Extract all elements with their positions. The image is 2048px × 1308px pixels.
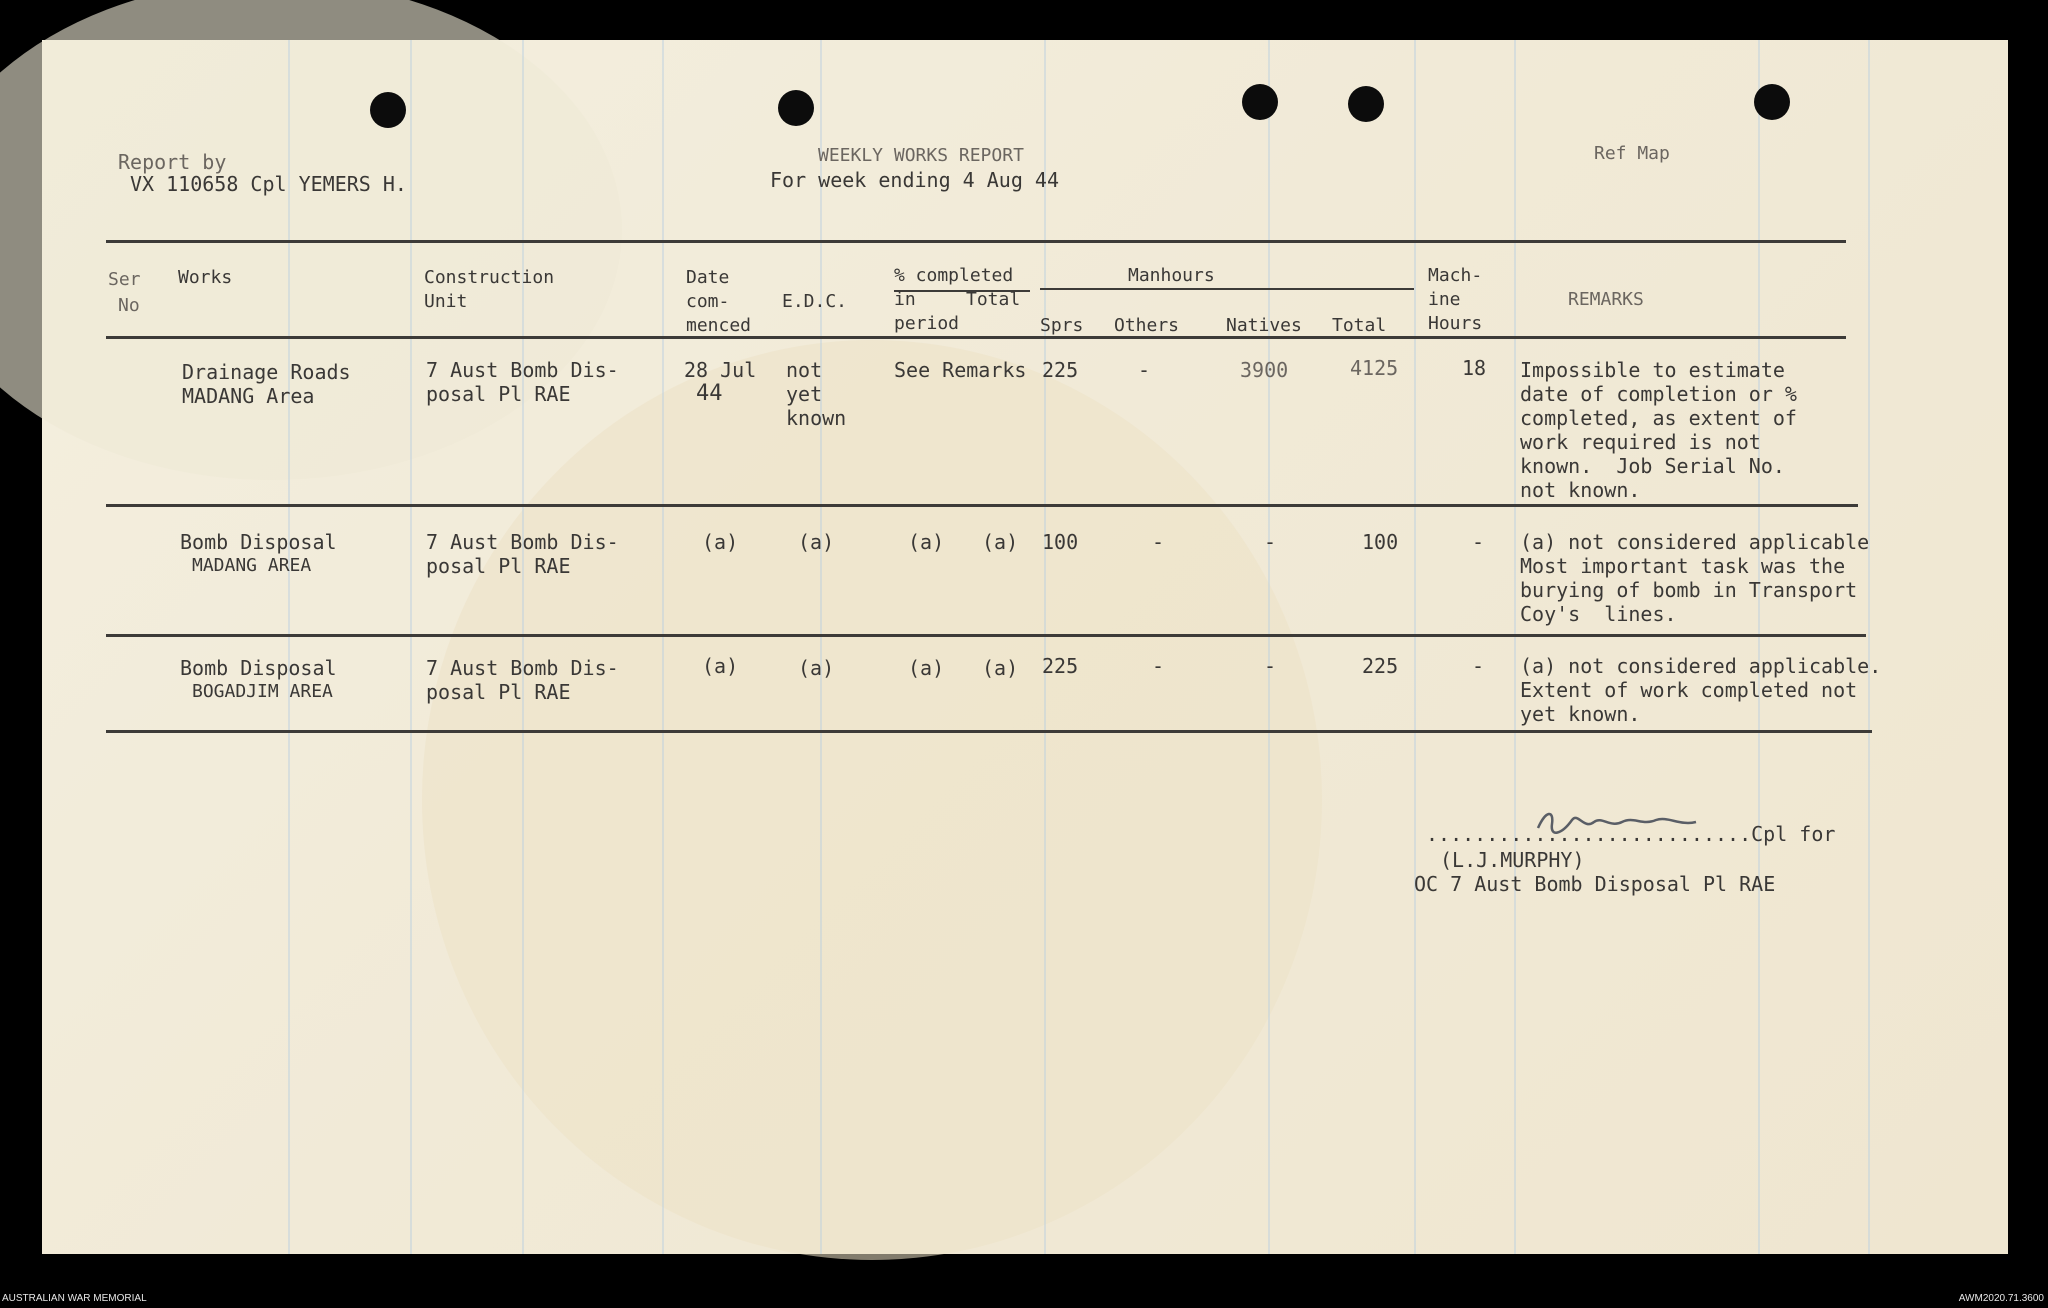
document-title: WEEKLY WORKS REPORT: [818, 145, 1024, 166]
col-edc: E.D.C.: [782, 291, 848, 312]
table-rule: [106, 240, 1846, 243]
col-date-3: menced: [686, 315, 752, 336]
row-remarks: not known.: [1520, 478, 1641, 502]
row-remarks: Coy's lines.: [1520, 602, 1677, 626]
row-pct-in: (a): [908, 656, 945, 680]
row-remarks: Extent of work completed not: [1520, 678, 1858, 702]
row-edc: (a): [798, 530, 835, 554]
row-date: 44: [696, 381, 723, 406]
report-by-label: Report by: [118, 150, 227, 174]
row-pct: See Remarks: [894, 358, 1027, 382]
col-works: Works: [178, 267, 233, 288]
punch-hole: [778, 90, 814, 126]
row-sprs: 225: [1042, 358, 1079, 382]
row-pct-total: (a): [982, 656, 1019, 680]
signature-line: ...........................Cpl for: [1426, 822, 1836, 846]
row-total: 225: [1362, 654, 1399, 678]
row-works: Bomb Disposal: [180, 656, 337, 680]
row-remarks: date of completion or %: [1520, 382, 1797, 406]
row-remarks: yet known.: [1520, 702, 1641, 726]
col-natives: Natives: [1226, 315, 1302, 336]
row-date: (a): [702, 530, 739, 554]
punch-hole: [1754, 84, 1790, 120]
row-remarks: burying of bomb in Transport: [1520, 578, 1858, 602]
row-total: 4125: [1350, 356, 1399, 380]
row-works: Drainage Roads: [182, 360, 351, 384]
punch-hole: [1348, 86, 1384, 122]
col-pct: % completed: [894, 265, 1014, 286]
row-edc: (a): [798, 656, 835, 680]
table-rule: [106, 336, 1846, 339]
row-natives: -: [1264, 654, 1277, 678]
signatory-title: OC 7 Aust Bomb Disposal Pl RAE: [1414, 872, 1776, 896]
col-sprs: Sprs: [1040, 315, 1084, 336]
table-rule: [106, 504, 1858, 507]
row-others: -: [1138, 358, 1151, 382]
row-total: 100: [1362, 530, 1399, 554]
col-total: Total: [1332, 315, 1387, 336]
report-by-name: VX 110658 Cpl YEMERS H.: [130, 172, 407, 196]
handwritten-signature: [1532, 804, 1702, 844]
row-date: (a): [702, 654, 739, 678]
row-others: -: [1152, 654, 1165, 678]
row-edc: not: [786, 358, 823, 382]
ref-map: Ref Map: [1594, 143, 1670, 164]
col-remarks: REMARKS: [1568, 289, 1644, 310]
col-pct-period: period: [894, 313, 960, 334]
table-rule: [106, 730, 1872, 733]
row-works: MADANG Area: [182, 384, 315, 408]
col-mach-1: Mach-: [1428, 265, 1483, 286]
row-unit: posal Pl RAE: [426, 554, 571, 578]
paper-stain: [422, 340, 1322, 1260]
document-subtitle: For week ending 4 Aug 44: [770, 168, 1059, 192]
row-machine: -: [1472, 654, 1485, 678]
col-mach-3: Hours: [1428, 313, 1483, 334]
row-unit: 7 Aust Bomb Dis-: [426, 656, 619, 680]
row-natives: 3900: [1240, 358, 1289, 382]
punch-hole: [370, 92, 406, 128]
signatory-name: (L.J.MURPHY): [1440, 848, 1585, 872]
row-pct-total: (a): [982, 530, 1019, 554]
row-unit: 7 Aust Bomb Dis-: [426, 358, 619, 382]
col-pct-in: in: [894, 289, 916, 310]
row-remarks: Most important task was the: [1520, 554, 1846, 578]
col-manhours: Manhours: [1128, 265, 1215, 286]
row-unit: 7 Aust Bomb Dis-: [426, 530, 619, 554]
row-remarks: completed, as extent of: [1520, 406, 1797, 430]
col-unit-1: Construction: [424, 267, 555, 288]
row-sprs: 100: [1042, 530, 1079, 554]
row-edc: known: [786, 406, 847, 430]
table-rule: [1040, 288, 1414, 290]
col-pct-total: Total: [966, 289, 1021, 310]
row-works: MADANG AREA: [192, 555, 312, 576]
row-works: Bomb Disposal: [180, 530, 337, 554]
row-pct-in: (a): [908, 530, 945, 554]
row-remarks: (a) not considered applicable: [1520, 530, 1870, 554]
row-unit: posal Pl RAE: [426, 382, 571, 406]
col-date-2: com-: [686, 291, 730, 312]
row-edc: yet: [786, 382, 823, 406]
row-machine: 18: [1462, 356, 1487, 380]
row-remarks: Impossible to estimate: [1520, 358, 1785, 382]
col-mach-2: ine: [1428, 289, 1461, 310]
punch-hole: [1242, 84, 1278, 120]
col-unit-2: Unit: [424, 291, 468, 312]
row-remarks: (a) not considered applicable.: [1520, 654, 1882, 678]
row-works: BOGADJIM AREA: [192, 681, 333, 702]
archive-reference: AWM2020.71.3600: [1958, 1293, 2044, 1304]
archive-credit: AUSTRALIAN WAR MEMORIAL: [2, 1293, 147, 1304]
col-date-1: Date: [686, 267, 730, 288]
col-ser: Ser: [108, 269, 141, 290]
document-page: [42, 40, 2008, 1254]
row-remarks: known. Job Serial No.: [1520, 454, 1785, 478]
col-no: No: [118, 295, 140, 316]
row-date: 28 Jul: [684, 358, 757, 382]
col-others: Others: [1114, 315, 1180, 336]
row-unit: posal Pl RAE: [426, 680, 571, 704]
row-others: -: [1152, 530, 1165, 554]
table-rule: [106, 634, 1866, 637]
row-sprs: 225: [1042, 654, 1079, 678]
row-remarks: work required is not: [1520, 430, 1761, 454]
row-machine: -: [1472, 530, 1485, 554]
row-natives: -: [1264, 530, 1277, 554]
